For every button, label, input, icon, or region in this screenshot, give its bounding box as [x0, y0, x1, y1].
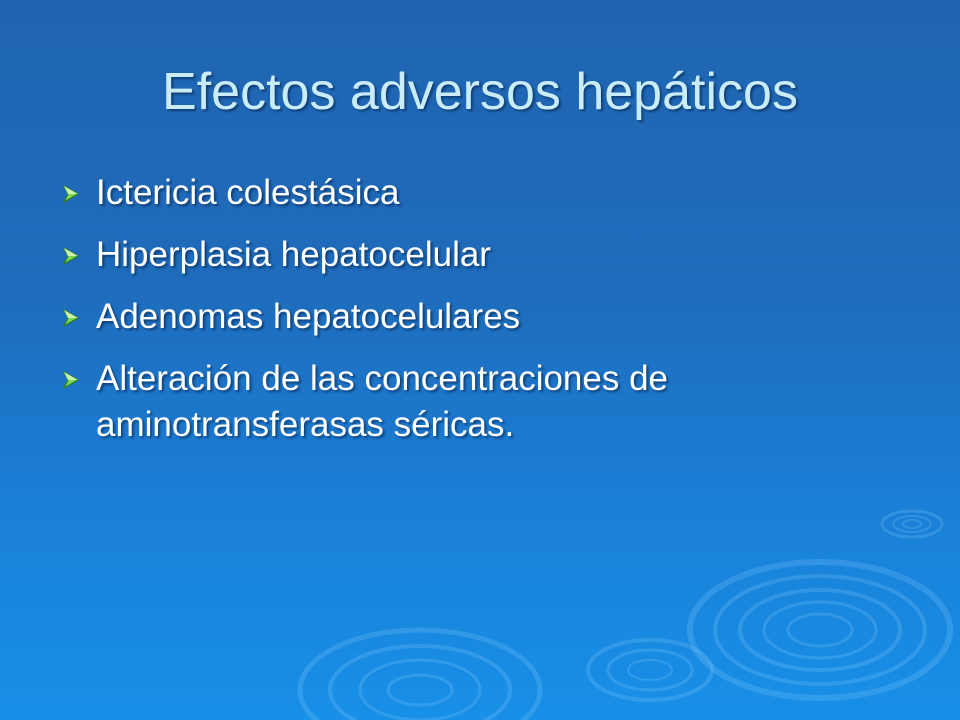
arrow-right-bullet-icon — [60, 246, 82, 266]
arrow-right-bullet-icon — [60, 370, 82, 390]
bullet-text: Alteración de las concentraciones de aminotransferasas séricas. — [96, 359, 669, 444]
bullet-list — [60, 170, 920, 464]
bullet-item — [60, 232, 920, 278]
bullet-text: Ictericia colestásica — [96, 173, 400, 212]
bullet-text: Adenomas hepatocelulares — [96, 297, 521, 336]
arrow-right-bullet-icon — [60, 184, 82, 204]
bullet-item — [60, 356, 920, 448]
slide-title: Efectos adversos hepáticos — [162, 63, 798, 121]
bullet-item — [60, 294, 920, 340]
bullet-text: Hiperplasia hepatocelular — [96, 235, 491, 274]
bullet-item — [60, 170, 920, 216]
arrow-right-bullet-icon — [60, 308, 82, 328]
